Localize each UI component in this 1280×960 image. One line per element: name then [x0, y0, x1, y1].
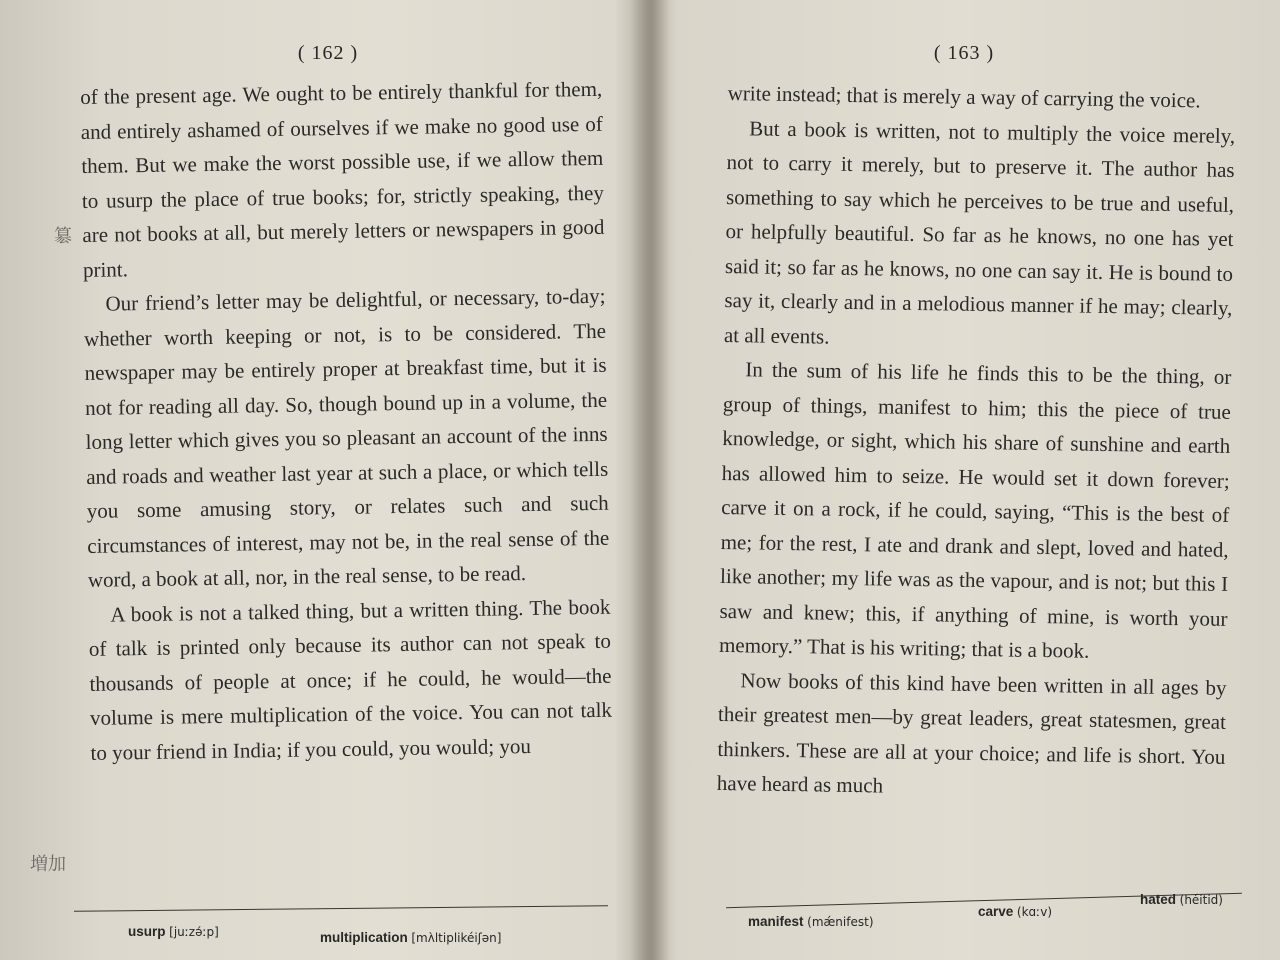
- margin-note-left-1: 簒: [54, 226, 72, 247]
- gloss-pronunciation: [mʌ̀ltiplikéiʃən]: [411, 931, 502, 945]
- gloss-carve: [978, 904, 1052, 919]
- gloss-word: manifest: [748, 914, 804, 929]
- gloss-pronunciation: (mǽnifest): [807, 915, 874, 929]
- left-paragraph-1: of the present age. We ought to be entirely thankful for them, and entirely ashamed of ourselves if we make no good use of them. But we make the worst possible use, if we allow them to usurp the place of true books; for, strictly speaking, they are not books at all, but merely letters or newspapers in good print.: [80, 76, 605, 282]
- gloss-usurp: [128, 924, 219, 939]
- right-page-body: [717, 76, 1236, 808]
- left-paragraph-3: A book is not a talked thing, but a written thing. The book of talk is printed only because its author can not speak to thousands of people at once; if he could, he would—the volume is mere multiplication of the voice. You can not talk to your friend in India; if you could, you would; you: [88, 594, 613, 765]
- right-paragraph-3: In the sum of his life he finds this to be the thing, or group of things, manifest to him; this the piece of true knowledge, or sight, which his share of sunshine and earth has allowed him to seize. He would set it down forever; carve it on a rock, if he could, saying, “This is the best of me; for the rest, I ate and drank and slept, loved and hated, like another; my life was as the vapour, and is not; but this I saw and knew; this, if anything of mine, is worth your memory.” That is his writing; that is a book.: [718, 357, 1232, 663]
- right-paragraph-1: write instead; that is merely a way of carrying the voice.: [727, 80, 1201, 113]
- gloss-word: usurp: [128, 924, 166, 939]
- gloss-manifest: [748, 914, 874, 929]
- right-paragraph-2: But a book is written, not to multiply the voice merely, not to carry it merely, but to preserve it. The author has something to say which he perceives to be true and useful, or helpfully beautiful. So far as he knows, no one has yet said it; so far as he knows, no one can say it. He is bound to say it, clearly and in a melodious manner if he may; clearly, at all events.: [723, 115, 1236, 349]
- margin-note-left-2: 増加: [30, 854, 66, 875]
- gloss-multiplication: [320, 930, 501, 945]
- left-page-body: [80, 72, 613, 770]
- gloss-word: carve: [978, 904, 1014, 919]
- right-page: [660, 0, 1280, 960]
- gloss-pronunciation: (kɑːv): [1016, 905, 1052, 919]
- gloss-word: hated: [1140, 892, 1177, 907]
- left-footnote-rule: [74, 905, 608, 912]
- right-page-number: ( 163 ): [933, 42, 995, 64]
- gloss-hated: [1140, 892, 1223, 907]
- left-page-number: ( 162 ): [297, 42, 359, 64]
- right-paragraph-4: Now books of this kind have been written in all ages by their greatest men—by great leaders, great statesmen, great thinkers. These are all at your choice; and life is short. You have heard as much: [716, 667, 1227, 798]
- gloss-word: multiplication: [320, 930, 408, 945]
- gloss-pronunciation: [juːzə́ːp]: [169, 925, 219, 939]
- left-paragraph-2: Our friend’s letter may be delightful, or necessary, to-day; whether worth keeping or not, is to be considered. The newspaper may be entirely proper at breakfast time, but it is not for reading all day. So, though bound up in a volume, the long letter which gives you so pleasant an account of the inns and roads and weather last year at such a place, or which tells you some amusing story, or relates such and such circumstances of interest, may not be, in the real sense of the word, a book at all, nor, in the real sense, to be read.: [83, 283, 610, 592]
- gloss-pronunciation: (héitid): [1179, 893, 1223, 907]
